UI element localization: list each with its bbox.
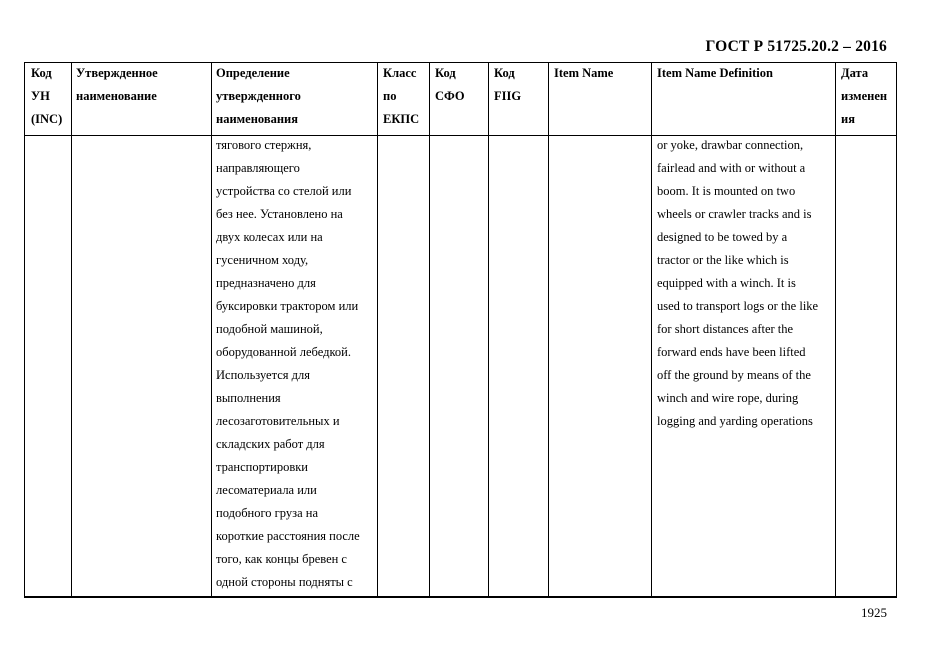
column-divider (211, 62, 212, 598)
page-number: 1925 (861, 605, 887, 620)
header-ekps-class: Класс по ЕКПС (383, 66, 420, 126)
header-inc-code: Код УН (INC) (31, 66, 63, 126)
header-sfo-code: Код СФО (435, 66, 465, 103)
header-approved-name: Утвержденное наименование (76, 66, 158, 103)
column-divider (548, 62, 549, 598)
definition-en-text: or yoke, drawbar connection, fairlead and with or without a boom. It is mounted on two wheels or crawler tracks and is designed to be towed by a tractor or the like which is equipped with a winch. It is used to transport logs or the like for short distances after the forward ends have been lifted off the ground by means of the winch and wire rope, during logging and yarding operations (657, 138, 819, 428)
column-divider (71, 62, 72, 598)
header-item-name-definition: Item Name Definition (657, 66, 773, 80)
column-divider (488, 62, 489, 598)
definition-ru-text: тягового стержня, направляющего устройства со стелой или без нее. Установлено на двух колесах или на гусеничном ходу, предназначено для буксировки трактором или подобной машиной, оборудованной лебедкой. Используется для выполнения лесозаготовительных и складских работ для транспортировки лесоматериала или подобного груза на короткие расстояния после того, как концы бревен с одной стороны подняты с (216, 138, 360, 589)
column-divider (651, 62, 652, 598)
column-divider (429, 62, 430, 598)
header-change-date: Дата изменен ия (841, 66, 888, 126)
column-divider (377, 62, 378, 598)
column-divider (835, 62, 836, 598)
header-item-name: Item Name (554, 66, 614, 80)
document-title: ГОСТ Р 51725.20.2 – 2016 (705, 38, 887, 55)
header-fiig-code: Код FIIG (494, 66, 522, 103)
header-definition: Определение утвержденного наименования (216, 66, 301, 126)
